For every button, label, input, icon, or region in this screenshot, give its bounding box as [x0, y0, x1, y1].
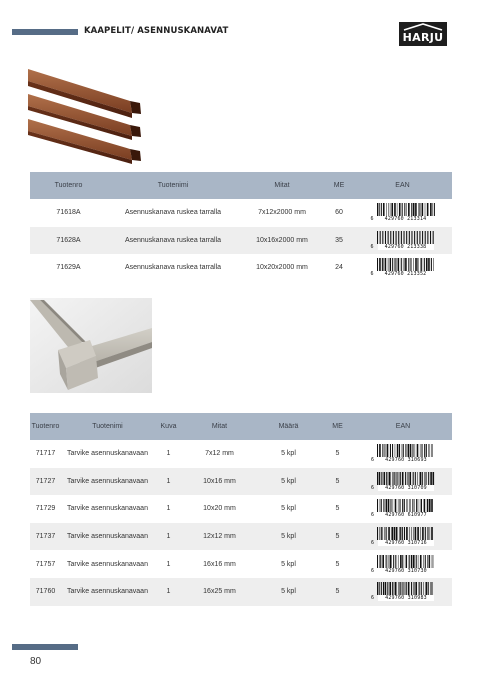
product-number: 71618A [30, 199, 107, 227]
table-row [30, 578, 452, 606]
page-number: 80 [30, 656, 42, 667]
table-header-row [30, 172, 452, 199]
header-accent-bar [12, 29, 78, 35]
product-unit: 24 [325, 254, 353, 282]
barcode-icon [377, 555, 435, 568]
table-row [30, 227, 452, 255]
picture-ref: 1 [154, 468, 183, 496]
product-dimensions: 10x20x2000 mm [239, 254, 325, 282]
product-name: Asennuskanava ruskea tarralla [107, 199, 239, 227]
product-number: 71760 [30, 578, 61, 606]
product-quantity: 5 kpl [256, 578, 321, 606]
column-header: Mitat [239, 172, 325, 199]
picture-ref: 1 [154, 523, 183, 551]
column-header: Tuotenimi [107, 172, 239, 199]
product-quantity: 5 kpl [256, 550, 321, 578]
product-unit: 5 [321, 578, 354, 606]
logo-roof-icon [402, 23, 444, 31]
table-row [30, 550, 452, 578]
barcode-icon [377, 231, 435, 244]
product-name: Tarvike asennuskanavaan [61, 523, 154, 551]
ean-barcode: 6 429760 310709 [371, 472, 435, 491]
product-number: 71757 [30, 550, 61, 578]
barcode-icon [377, 258, 435, 271]
product-dimensions: 7x12 mm [183, 440, 256, 468]
page-title: KAAPELIT/ ASENNUSKANAVAT [84, 26, 229, 36]
product-quantity: 5 kpl [256, 440, 321, 468]
product-unit: 60 [325, 199, 353, 227]
ean-digits: 429760 310709 [378, 485, 434, 491]
table-row [30, 468, 452, 496]
footer-accent-bar [12, 644, 78, 650]
barcode-icon [377, 499, 435, 512]
product-name: Tarvike asennuskanavaan [61, 440, 154, 468]
product-quantity: 5 kpl [256, 523, 321, 551]
ean-digits: 429760 610977 [378, 512, 434, 518]
product-unit: 5 [321, 468, 354, 496]
barcode-icon [377, 582, 435, 595]
product-unit: 5 [321, 440, 354, 468]
ean-digits: 429760 213314 [378, 216, 434, 222]
ean-digits: 429760 213338 [378, 244, 434, 250]
product-dimensions: 16x16 mm [183, 550, 256, 578]
ean-barcode: 6 429760 310693 [371, 444, 435, 463]
table-header-row [30, 413, 452, 440]
product-name: Asennuskanava ruskea tarralla [107, 227, 239, 255]
product-dimensions: 10x20 mm [183, 495, 256, 523]
table-row [30, 199, 452, 227]
product-name: Tarvike asennuskanavaan [61, 550, 154, 578]
cable-duct-table [30, 172, 452, 282]
cable-duct-photo [28, 63, 144, 171]
product-dimensions: 7x12x2000 mm [239, 199, 325, 227]
table-row [30, 523, 452, 551]
product-number: 71729 [30, 495, 61, 523]
ean-barcode: 6 429760 310983 [371, 582, 435, 601]
product-number: 71737 [30, 523, 61, 551]
product-name: Tarvike asennuskanavaan [61, 495, 154, 523]
product-unit: 5 [321, 550, 354, 578]
picture-ref: 1 [154, 440, 183, 468]
ean-barcode: 6 429760 310716 [371, 527, 435, 546]
ean-digits: 429760 310693 [378, 457, 434, 463]
column-header: Kuva [154, 413, 183, 440]
table-row [30, 440, 452, 468]
product-dimensions: 12x12 mm [183, 523, 256, 551]
logo-text: HARJU [402, 31, 444, 44]
product-quantity: 5 kpl [256, 468, 321, 496]
product-number: 71727 [30, 468, 61, 496]
product-dimensions: 10x16 mm [183, 468, 256, 496]
column-header: Tuotenimi [61, 413, 154, 440]
product-number: 71717 [30, 440, 61, 468]
column-header: Määrä [256, 413, 321, 440]
column-header: ME [321, 413, 354, 440]
ean-barcode: 6 429760 213314 [371, 203, 435, 222]
product-unit: 5 [321, 495, 354, 523]
harju-logo [399, 22, 447, 46]
ean-digits: 429760 213352 [378, 271, 434, 277]
barcode-icon [377, 527, 435, 540]
product-dimensions: 16x25 mm [183, 578, 256, 606]
column-header: ME [325, 172, 353, 199]
column-header: EAN [354, 413, 452, 440]
barcode-icon [377, 203, 435, 216]
ean-barcode: 6 429760 610977 [371, 499, 435, 518]
product-number: 71628A [30, 227, 107, 255]
column-header: Tuotenro [30, 413, 61, 440]
product-unit: 35 [325, 227, 353, 255]
product-quantity: 5 kpl [256, 495, 321, 523]
ean-digits: 429760 310983 [378, 595, 434, 601]
column-header: Tuotenro [30, 172, 107, 199]
ean-digits: 429760 310716 [378, 540, 434, 546]
product-name: Tarvike asennuskanavaan [61, 578, 154, 606]
picture-ref: 1 [154, 550, 183, 578]
ean-digits: 429760 310730 [378, 568, 434, 574]
table-row [30, 254, 452, 282]
picture-ref: 1 [154, 495, 183, 523]
product-name: Tarvike asennuskanavaan [61, 468, 154, 496]
column-header: EAN [353, 172, 452, 199]
accessory-table [30, 413, 452, 606]
corner-accessory-photo [30, 298, 152, 393]
barcode-icon [377, 444, 435, 457]
product-name: Asennuskanava ruskea tarralla [107, 254, 239, 282]
barcode-icon [377, 472, 435, 485]
ean-barcode: 6 429760 310730 [371, 555, 435, 574]
product-unit: 5 [321, 523, 354, 551]
product-dimensions: 10x16x2000 mm [239, 227, 325, 255]
table-row [30, 495, 452, 523]
column-header: Mitat [183, 413, 256, 440]
ean-barcode: 6 429760 213352 [371, 258, 435, 277]
picture-ref: 1 [154, 578, 183, 606]
product-number: 71629A [30, 254, 107, 282]
ean-barcode: 6 429760 213338 [371, 231, 435, 250]
